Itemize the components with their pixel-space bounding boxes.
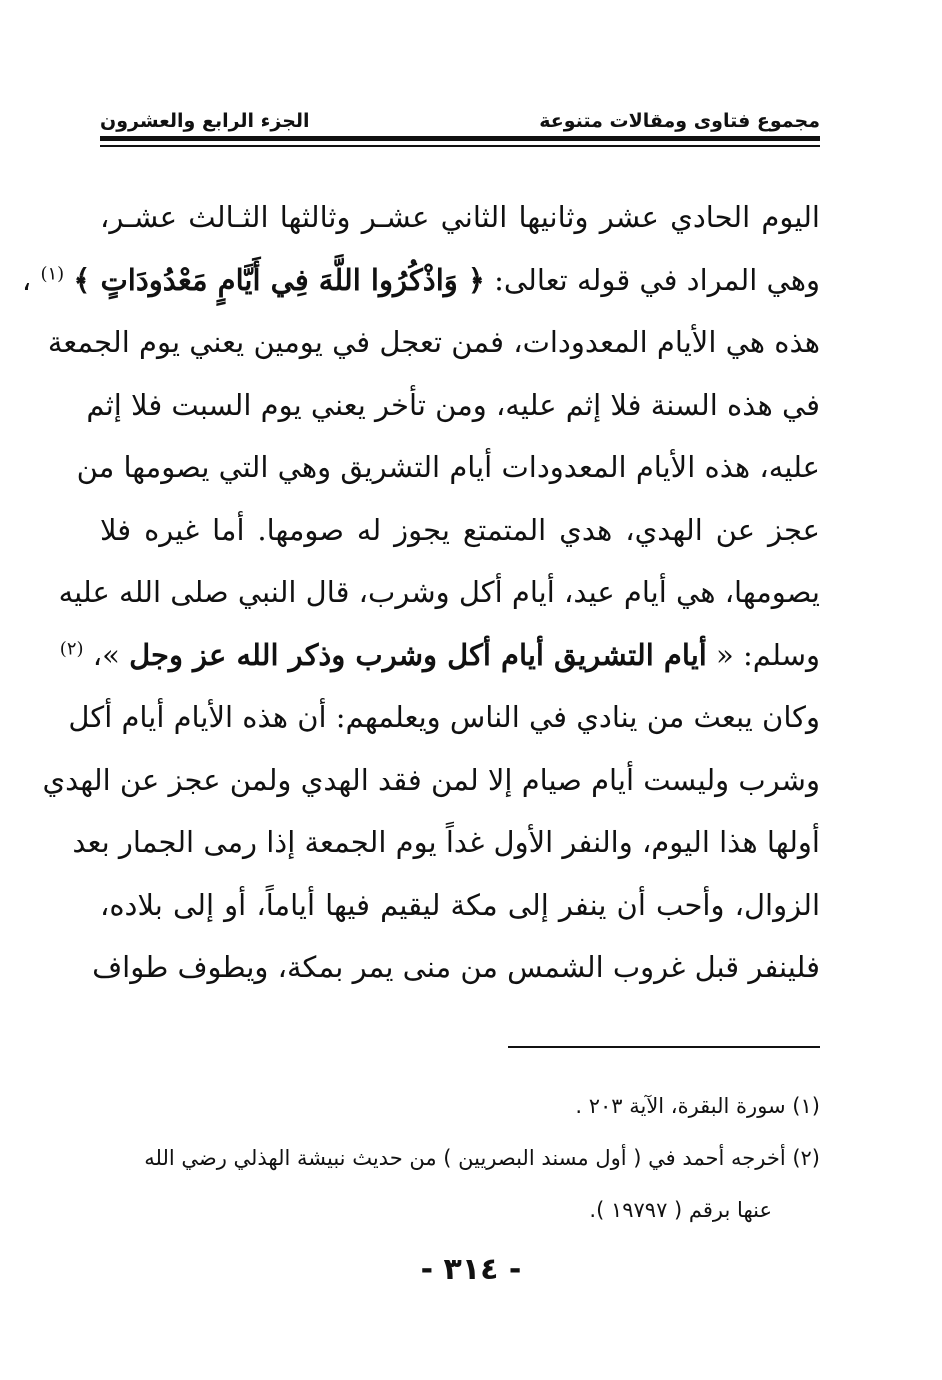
line-suffix: »، — [92, 637, 130, 672]
text-line: يصومها، هي أيام عيد، أيام أكل وشرب، قال النبي صلى الله عليه — [58, 575, 820, 609]
footnotes — [100, 1080, 820, 1236]
text-line: الزوال، وأحب أن ينفر إلى مكة ليقيم فيها أياماً، أو إلى بلاده، — [100, 887, 820, 922]
text-line: أولها هذا اليوم، والنفر الأول غداً يوم الجمعة إذا رمى الجمار بعد — [72, 825, 820, 859]
header-rule-thin — [100, 145, 820, 147]
text-line — [59, 624, 820, 687]
text-line: هذه هي الأيام المعدودات، فمن تعجل في يومين يعني يوم الجمعة — [47, 325, 820, 359]
volume-label: الجزء الرابع والعشرون — [100, 110, 310, 132]
footnote-ref: (٢) — [59, 637, 84, 659]
text-line: وشرب وليست أيام صيام إلا لمن فقد الهدي ولمن عجز عن الهدي — [42, 762, 820, 797]
page-number: - ٣١٤ - — [420, 1252, 522, 1287]
text-line: اليوم الحادي عشر وثانيها الثاني عشـر وثالثها الثـالث عشـر، — [100, 200, 820, 234]
footnote: (١) سورة البقرة، الآية ٢٠٣ . — [575, 1094, 820, 1118]
line-suffix: ، — [21, 262, 41, 297]
quran-verse: ﴿ وَاذْكُرُوا اللَّهَ فِي أَيَّامٍ مَعْدُودَاتٍ ﴾ — [73, 262, 485, 297]
text-line: عليه، هذه الأيام المعدودات أيام التشريق وهي التي يصومها من — [76, 450, 820, 484]
running-header — [100, 96, 820, 132]
text-line: فلينفر قبل غروب الشمس من منى يمر بمكة، ويطوف طواف — [92, 950, 820, 984]
footnote: (٢) أخرجه أحمد في ( أول مسند البصريين ) من حديث نبيشة الهذلي رضي الله — [144, 1146, 820, 1170]
book-title: مجموع فتاوى ومقالات متنوعة — [539, 110, 820, 132]
footnote-continuation: عنها برقم ( ١٩٧٩٧ ). — [589, 1198, 772, 1222]
text-line: وكان يبعث من ينادي في الناس ويعلمهم: أن هذه الأيام أيام أكل — [68, 700, 820, 734]
text-line — [21, 249, 820, 312]
footnote-separator — [508, 1046, 820, 1048]
text-line: في هذه السنة فلا إثم عليه، ومن تأخر يعني يوم السبت فلا إثم — [86, 387, 820, 422]
footnote-ref: (١) — [40, 262, 65, 284]
line-prefix: وسلم: « — [706, 637, 820, 672]
line-prefix: وهي المراد في قوله تعالى: — [484, 262, 820, 297]
header-rule-thick — [100, 136, 820, 141]
hadith-text: أيام التشريق أيام أكل وشرب وذكر الله عز وجل — [129, 637, 707, 672]
text-line: عجز عن الهدي، هدي المتمتع يجوز له صومها. أما غيره فلا — [100, 512, 820, 547]
main-text — [21, 186, 820, 999]
